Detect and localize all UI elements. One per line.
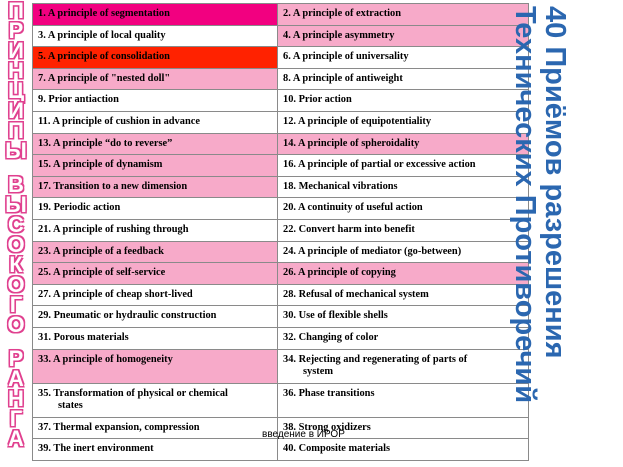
principle-cell [33, 198, 278, 220]
principle-cell [278, 155, 529, 177]
principle-cell [278, 383, 529, 417]
left-title-letter: Г [9, 406, 23, 431]
principle-label: 37. Thermal expansion, compression [38, 421, 200, 433]
left-title-letter: Г [9, 292, 23, 317]
principle-cell [33, 68, 278, 90]
principle-label-continued: system [303, 365, 334, 377]
principle-cell [33, 25, 278, 47]
principle-cell [278, 176, 529, 198]
principle-label: 31. Porous materials [38, 331, 129, 343]
left-title-letter: О [7, 232, 25, 257]
principle-cell [278, 263, 529, 285]
right-vertical-title [509, 6, 620, 446]
principle-label: 11. A principle of cushion in advance [38, 115, 200, 127]
table-row [33, 306, 529, 328]
principles-table [32, 3, 529, 461]
principle-cell [278, 90, 529, 112]
principle-label: 28. Refusal of mechanical system [283, 288, 429, 300]
principle-cell [33, 241, 278, 263]
left-title-letter: Ы [5, 192, 27, 217]
principle-label: 2. A principle of extraction [283, 8, 402, 19]
principle-label: 4. A principle asymmetry [283, 29, 395, 41]
principle-label: 17. Transition to a new dimension [38, 180, 188, 192]
principle-label: 23. A principle of a feedback [38, 245, 164, 257]
principle-cell [33, 349, 278, 383]
principle-cell [278, 198, 529, 220]
principle-label: 32. Changing of color [283, 331, 379, 343]
principle-cell [33, 263, 278, 285]
principle-label: 6. A principle of universality [283, 51, 409, 63]
principle-cell [278, 439, 529, 461]
left-title-letter: В [8, 172, 24, 197]
table-row [33, 263, 529, 285]
table-row [33, 198, 529, 220]
principle-cell [278, 25, 529, 47]
principle-cell [33, 417, 278, 439]
left-title-letter: П [8, 0, 24, 23]
principle-label: 9. Prior antiaction [38, 94, 119, 106]
table-row [33, 349, 529, 383]
principle-label: 40. Composite materials [283, 443, 391, 455]
left-title-letter: И [8, 98, 24, 123]
principle-cell [33, 176, 278, 198]
principle-cell [278, 68, 529, 90]
principle-cell [33, 327, 278, 349]
left-title-letter: П [8, 118, 24, 143]
principle-label: 3. A principle of local quality [38, 29, 166, 41]
principle-label-continued: states [58, 399, 83, 411]
principle-label: 10. Prior action [283, 94, 352, 106]
principle-cell [33, 383, 278, 417]
table-row [33, 219, 529, 241]
left-title-letter: С [8, 212, 24, 237]
principle-cell [33, 111, 278, 133]
principle-label: 36. Phase transitions [283, 387, 375, 399]
footer-text: введение в ИРОР [262, 429, 345, 440]
principle-label: 38. Strong oxidizers [283, 421, 371, 433]
left-title-letter: О [7, 312, 25, 337]
left-title-letter: О [7, 272, 25, 297]
left-title-letter: Ц [7, 78, 25, 103]
table-row [33, 383, 529, 417]
table-row [33, 90, 529, 112]
principle-label: 15. A principle of dynamism [38, 159, 163, 171]
principle-label: 19. Periodic action [38, 202, 121, 214]
left-title-letter: А [8, 426, 24, 451]
table-row [33, 4, 529, 26]
principle-cell [278, 219, 529, 241]
table-row [33, 47, 529, 69]
left-title-letter: Ы [5, 138, 27, 163]
table-row [33, 111, 529, 133]
principle-cell [33, 155, 278, 177]
principle-label: 26. A principle of copying [283, 267, 396, 279]
principle-label: 14. A principle of spheroidality [283, 137, 420, 149]
title-line-1: 40 Приёмов разрешения [539, 6, 571, 359]
principle-label: 1. A principle of segmentation [38, 8, 170, 19]
table-row [33, 133, 529, 155]
principle-cell [278, 349, 529, 383]
left-title-letter: К [9, 252, 23, 277]
principle-cell [33, 219, 278, 241]
principle-cell [33, 439, 278, 461]
principle-cell [33, 90, 278, 112]
principle-label: 35. Transformation of physical or chemical [38, 387, 228, 399]
principle-cell [278, 327, 529, 349]
principle-cell [278, 306, 529, 328]
left-title-letter: А [8, 366, 24, 391]
principle-cell [33, 47, 278, 69]
principle-cell [278, 133, 529, 155]
principle-cell [278, 4, 529, 26]
principle-label: 13. A principle “do to reverse” [38, 137, 173, 149]
principle-label: 34. Rejecting and regenerating of parts of [283, 353, 468, 365]
left-title-letter: Р [8, 18, 24, 43]
principle-label: 12. A principle of equipotentiality [283, 115, 432, 127]
left-title-letter: Н [8, 386, 24, 411]
principle-cell [278, 47, 529, 69]
principle-label: 33. A principle of homogeneity [38, 353, 173, 365]
principle-label: 30. Use of flexible shells [283, 310, 388, 322]
principle-cell [278, 284, 529, 306]
title-line-2: Технических Противоречий [509, 6, 541, 404]
principle-cell [278, 241, 529, 263]
principle-label: 5. A principle of consolidation [38, 51, 170, 63]
principle-label: 18. Mechanical vibrations [283, 180, 398, 192]
principle-label: 21. A principle of rushing through [38, 223, 189, 235]
left-title-letter: Н [8, 58, 24, 83]
table-row [33, 327, 529, 349]
table-row [33, 439, 529, 461]
table-row [33, 176, 529, 198]
principle-cell [33, 306, 278, 328]
principle-label: 39. The inert environment [38, 443, 154, 455]
table-row [33, 155, 529, 177]
table-row [33, 241, 529, 263]
left-vertical-title [0, 0, 32, 467]
principle-label: 27. A principle of cheap short-lived [38, 288, 193, 300]
left-title-letter: Р [8, 346, 24, 371]
principle-label: 22. Convert harm into benefit [283, 223, 415, 235]
principle-label: 7. A principle of "nested doll" [38, 72, 171, 84]
principle-label: 16. A principle of partial or excessive action [283, 159, 476, 171]
principle-label: 24. A principle of mediator (go-between) [283, 245, 462, 257]
principle-cell [33, 133, 278, 155]
principle-label: 8. A principle of antiweight [283, 72, 403, 84]
principle-cell [33, 4, 278, 26]
left-title-letter: И [8, 38, 24, 63]
table-row [33, 25, 529, 47]
principle-label: 25. A principle of self-service [38, 267, 166, 279]
table-row [33, 284, 529, 306]
table-row [33, 68, 529, 90]
principle-cell [278, 111, 529, 133]
principle-label: 20. A continuity of useful action [283, 202, 423, 214]
principle-label: 29. Pneumatic or hydraulic construction [38, 310, 217, 322]
principle-cell [33, 284, 278, 306]
